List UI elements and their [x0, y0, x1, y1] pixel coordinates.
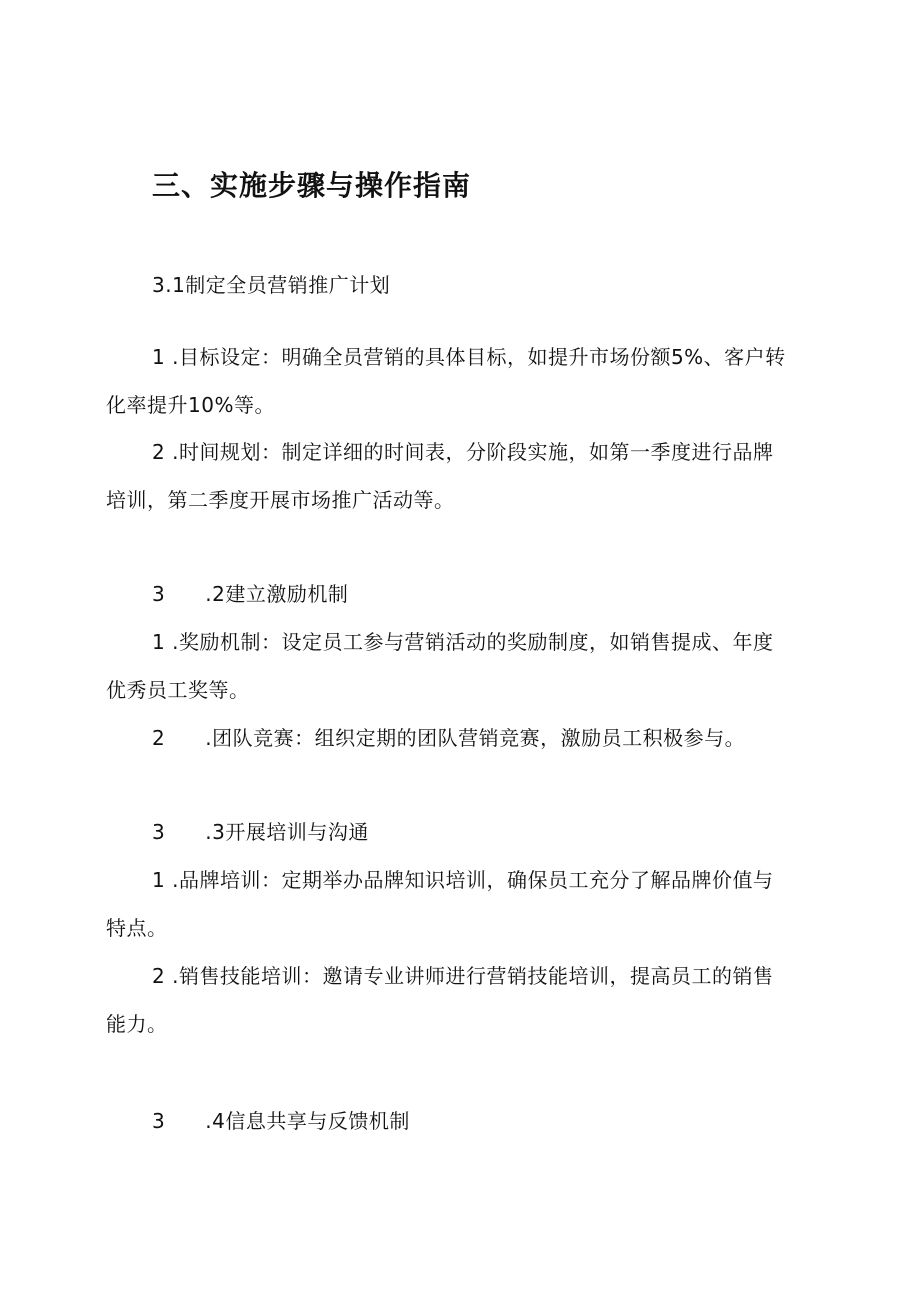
list-item-text: .时间规划：制定详细的时间表，分阶段实施，如第一季度进行品牌 — [172, 440, 774, 464]
heading-text: .2建立激励机制 — [205, 582, 349, 606]
list-item-line — [152, 438, 773, 466]
list-item-continuation: 培训，第二季度开展市场推广活动等。 — [106, 488, 455, 512]
heading-number: 3 — [152, 582, 166, 606]
list-item-line — [152, 866, 773, 894]
heading-text: .3开展培训与沟通 — [205, 820, 369, 844]
list-item-number: 2 — [152, 964, 166, 988]
section-title: 三、实施步骤与操作指南 — [152, 169, 472, 202]
list-item-line — [152, 628, 773, 656]
list-item-number: 1 — [152, 630, 166, 654]
list-item-number: 2 — [152, 440, 166, 464]
list-item-text: .团队竞赛：组织定期的团队营销竞赛，激励员工积极参与。 — [205, 726, 746, 750]
subsection-heading-3-3 — [152, 818, 369, 846]
list-item-text: .目标设定：明确全员营销的具体目标，如提升市场份额5%、客户转 — [172, 345, 786, 369]
subsection-heading-3-4 — [152, 1107, 410, 1135]
list-item-text: .品牌培训：定期举办品牌知识培训，确保员工充分了解品牌价值与 — [172, 868, 774, 892]
heading-number: 3 — [152, 1109, 166, 1133]
list-item-line — [152, 724, 745, 752]
list-item-line — [152, 962, 773, 990]
list-item-number: 1 — [152, 345, 166, 369]
list-item-number: 2 — [152, 726, 166, 750]
list-item-continuation: 化率提升10%等。 — [106, 393, 275, 417]
list-item-text: .奖励机制：设定员工参与营销活动的奖励制度，如销售提成、年度 — [172, 630, 774, 654]
heading-number: 3 — [152, 820, 166, 844]
list-item-continuation: 优秀员工奖等。 — [106, 678, 250, 702]
subsection-heading-3-1: 3.1制定全员营销推广计划 — [152, 273, 391, 297]
list-item-number: 1 — [152, 868, 166, 892]
list-item-text: .销售技能培训：邀请专业讲师进行营销技能培训，提高员工的销售 — [172, 964, 774, 988]
subsection-heading-3-2 — [152, 580, 348, 608]
list-item-line — [152, 343, 786, 371]
list-item-continuation: 特点。 — [106, 916, 168, 940]
list-item-continuation: 能力。 — [106, 1012, 168, 1036]
heading-text: .4信息共享与反馈机制 — [205, 1109, 410, 1133]
